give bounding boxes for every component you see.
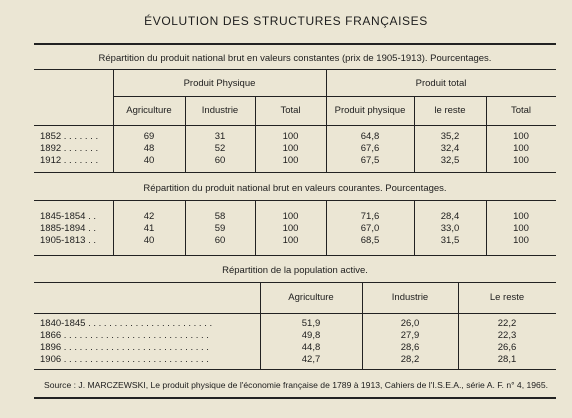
row-year: 1905-1813 . . [40, 235, 96, 246]
cell: 100 [282, 155, 299, 166]
cell: 28,1 [497, 354, 517, 365]
cell: 42 [143, 211, 155, 222]
table3-caption: Répartition de la population active. [222, 265, 368, 276]
cell: 40 [143, 155, 155, 166]
cell: 51,9 [301, 318, 321, 329]
group-header-produit-physique: Produit Physique [183, 78, 256, 89]
cell: 33,0 [440, 223, 460, 234]
cell: 44,8 [301, 342, 321, 353]
cell: 67,6 [360, 143, 380, 154]
cell: 27,9 [400, 330, 420, 341]
row-year: 1892 . . . . . . . [40, 143, 99, 154]
cell: 100 [513, 223, 529, 234]
source-note: Source : J. MARCZEWSKI, Le produit physique de l'économie française de 1789 à 1913, Cahiers de l'I.S.E.A., série A. F. n° 4, 1965. [44, 380, 548, 390]
column-header-le-reste: le reste [434, 105, 466, 116]
column-header-produit-physique: Produit physique [334, 105, 406, 116]
cell: 35,2 [440, 131, 460, 142]
cell: 31,5 [440, 235, 460, 246]
cell: 22,2 [497, 318, 517, 329]
table1-caption: Répartition du produit national brut en valeurs constantes (prix de 1905-1913). Pourcentages. [98, 53, 492, 64]
cell: 41 [143, 223, 155, 234]
cell: 100 [282, 211, 299, 222]
cell: 67,0 [360, 223, 380, 234]
cell: 31 [214, 131, 226, 142]
rule [34, 369, 556, 370]
row-year: 1845-1854 . . [40, 211, 96, 222]
cell: 100 [513, 235, 529, 246]
cell: 67,5 [360, 155, 380, 166]
column-header-total: Total [280, 105, 301, 116]
row-year: 1906 . . . . . . . . . . . . . . . . . . . . . . . . . . . . [40, 354, 209, 365]
column-header-le-reste: Le reste [489, 292, 525, 303]
rule [34, 313, 556, 314]
row-year: 1840-1845 . . . . . . . . . . . . . . . . . . . . . . . . [40, 318, 213, 329]
table2-caption: Répartition du produit national brut en valeurs courantes. Pourcentages. [143, 183, 447, 194]
cell: 100 [513, 131, 529, 142]
rule [113, 96, 556, 97]
row-year: 1885-1894 . . [40, 223, 96, 234]
row-year: 1912 . . . . . . . [40, 155, 99, 166]
cell: 64,8 [360, 131, 380, 142]
cell: 100 [282, 223, 299, 234]
cell: 71,6 [360, 211, 380, 222]
cell: 28,4 [440, 211, 460, 222]
cell: 60 [214, 235, 226, 246]
cell: 40 [143, 235, 155, 246]
cell: 68,5 [360, 235, 380, 246]
column-header-industrie: Industrie [391, 292, 429, 303]
cell: 32,4 [440, 143, 460, 154]
cell: 60 [214, 155, 226, 166]
cell: 100 [513, 143, 529, 154]
rule [34, 397, 556, 399]
column-header-industrie: Industrie [201, 105, 239, 116]
cell: 49,8 [301, 330, 321, 341]
cell: 100 [282, 143, 299, 154]
page-title: ÉVOLUTION DES STRUCTURES FRANÇAISES [144, 14, 428, 28]
rule [34, 255, 556, 256]
rule [34, 282, 556, 283]
rule [34, 43, 556, 45]
cell: 22,3 [497, 330, 517, 341]
row-year: 1866 . . . . . . . . . . . . . . . . . . . . . . . . . . . . [40, 330, 209, 341]
cell: 48 [143, 143, 155, 154]
rule [34, 172, 556, 173]
cell: 26,6 [497, 342, 517, 353]
cell: 52 [214, 143, 226, 154]
column-header-agriculture: Agriculture [288, 292, 334, 303]
row-year: 1852 . . . . . . . [40, 131, 99, 142]
cell: 100 [513, 155, 529, 166]
cell: 58 [214, 211, 226, 222]
cell: 59 [214, 223, 226, 234]
cell: 42,7 [301, 354, 321, 365]
cell: 100 [513, 211, 529, 222]
cell: 69 [143, 131, 155, 142]
cell: 28,6 [400, 342, 420, 353]
group-header-produit-total: Produit total [415, 78, 467, 89]
cell: 32,5 [440, 155, 460, 166]
cell: 100 [282, 235, 299, 246]
cell: 100 [282, 131, 299, 142]
column-header-total-2: Total [510, 105, 532, 116]
row-year: 1896 . . . . . . . . . . . . . . . . . . . . . . . . . . . . [40, 342, 209, 353]
cell: 28,2 [400, 354, 420, 365]
cell: 26,0 [400, 318, 420, 329]
column-header-agriculture: Agriculture [126, 105, 172, 116]
